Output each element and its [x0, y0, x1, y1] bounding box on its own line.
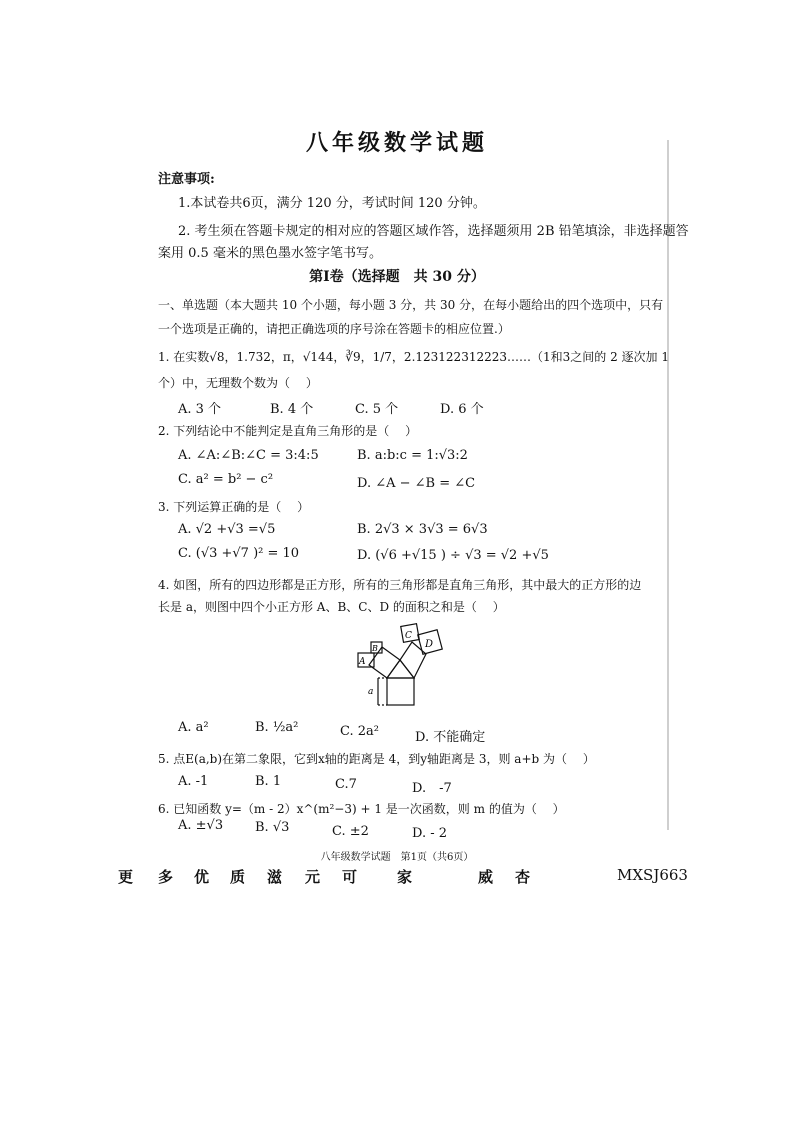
q5-option-c: C.7 — [335, 777, 357, 792]
largest-square — [387, 678, 414, 705]
banner-char-2: 多 — [158, 868, 176, 886]
q3-option-a: A. √2 +√3 =√5 — [178, 522, 276, 537]
exam-title: 八年级数学试题 — [305, 130, 488, 156]
q3-option-b: B. 2√3 × 3√3 = 6√3 — [357, 522, 488, 537]
banner-char-8: 家 — [397, 868, 415, 886]
q6-stem: 6. 已知函数 y=（m - 2）x^(m²−3) + 1 是一次函数，则 m 的值为（ ） — [158, 802, 565, 816]
part1-intro-line-1: 一、单选题（本大题共 10 个小题，每小题 3 分，共 30 分，在每小题给出的四个选项中，只有 — [158, 298, 664, 312]
q1-option-a: A. 3 个 — [178, 402, 222, 417]
q3-option-c: C. (√3 +√7 )² = 10 — [178, 546, 300, 561]
q2-stem: 2. 下列结论中不能判定是直角三角形的是（ ） — [158, 424, 418, 438]
banner-char-6: 元 — [305, 868, 323, 886]
q5-option-a: A. -1 — [178, 774, 209, 789]
label-a-square: A — [359, 657, 366, 667]
q1-option-b: B. 4 个 — [270, 402, 314, 417]
q4-option-c: C. 2a² — [340, 724, 379, 739]
label-d-square: D — [425, 639, 434, 650]
banner-char-7: 可 — [342, 868, 360, 886]
q2-option-c: C. a² = b² − c² — [178, 472, 274, 487]
q6-option-d: D. - 2 — [412, 826, 448, 841]
q6-option-c: C. ±2 — [332, 824, 369, 839]
label-c-square: C — [405, 631, 412, 641]
page-footer: 八年级数学试题 第1页（共6页） — [320, 852, 474, 863]
q2-option-d: D. ∠A − ∠B = ∠C — [357, 476, 476, 491]
notice-heading: 注意事项: — [158, 172, 215, 187]
q1-option-c: C. 5 个 — [355, 402, 399, 417]
notice-line-1: 1.本试卷共6页，满分 120 分，考试时间 120 分钟。 — [178, 196, 486, 211]
q4-stem-line-1: 4. 如图，所有的四边形都是正方形，所有的三角形都是直角三角形，其中最大的正方形的边 — [158, 578, 642, 592]
q1-stem-line-2: 个）中，无理数个数为（ ） — [158, 376, 318, 390]
q1-option-d: D. 6 个 — [440, 402, 484, 417]
q4-option-b: B. ½a² — [255, 720, 299, 735]
triangle-base — [387, 660, 414, 678]
banner-char-3: 优 — [194, 868, 212, 886]
square-right-mid — [400, 642, 426, 678]
pythagoras-tree-figure — [350, 620, 450, 710]
banner-char-4: 质 — [230, 868, 248, 886]
banner-char-1: 更 — [118, 868, 136, 886]
q4-option-a: A. a² — [178, 720, 209, 735]
q6-option-b: B. √3 — [255, 820, 290, 835]
q5-option-d: D. -7 — [412, 781, 452, 796]
section-heading: 第Ⅰ卷（选择题 共 30 分） — [309, 269, 485, 285]
q4-stem-line-2: 长是 a，则图中四个小正方形 A、B、C、D 的面积之和是（ ） — [158, 600, 505, 614]
q3-stem: 3. 下列运算正确的是（ ） — [158, 500, 310, 514]
page-edge-line — [667, 140, 669, 830]
banner-code: MXSJ663 — [617, 866, 688, 884]
banner-char-5: 滋 — [267, 868, 285, 886]
q2-option-a: A. ∠A:∠B:∠C = 3:4:5 — [178, 448, 319, 463]
q5-option-b: B. 1 — [255, 774, 282, 789]
label-b-square: B — [372, 644, 378, 653]
banner-char-9: 威 — [478, 868, 496, 886]
label-side-a: a — [368, 687, 374, 697]
part1-intro-line-2: 一个选项是正确的，请把正确选项的序号涂在答题卡的相应位置.） — [158, 322, 510, 336]
q1-stem-line-1: 1. 在实数√8，1.732，π，√144，∛9，1/7，2.123122312223……（1和3之间的 2 逐次加 1 — [158, 350, 669, 364]
q4-option-d: D. 不能确定 — [415, 730, 486, 745]
q6-option-a: A. ±√3 — [178, 818, 224, 833]
q2-option-b: B. a:b:c = 1:√3:2 — [357, 448, 468, 463]
q5-stem: 5. 点E(a,b)在第二象限，它到x轴的距离是 4，到y轴距离是 3，则 a+b 为（ ） — [158, 752, 595, 766]
notice-line-2b: 案用 0.5 毫米的黑色墨水签字笔书写。 — [158, 246, 382, 261]
banner-char-10: 杏 — [515, 868, 533, 886]
q3-option-d: D. (√6 +√15 ) ÷ √3 = √2 +√5 — [357, 548, 549, 563]
notice-line-2a: 2. 考生须在答题卡规定的相对应的答题区域作答，选择题须用 2B 铅笔填涂，非选择题答 — [178, 224, 689, 239]
